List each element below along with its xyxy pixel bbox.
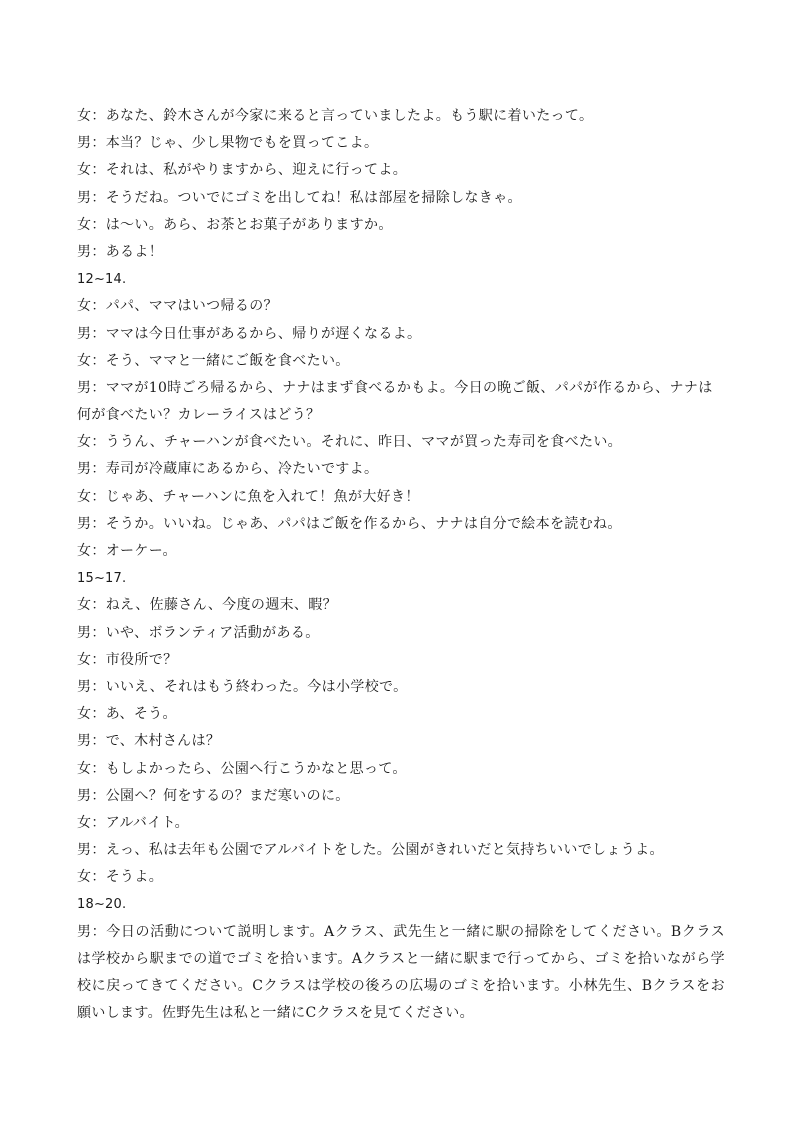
dialogue-line: 女：は～い。あら、お茶とお菓子がありますか。: [77, 216, 393, 233]
dialogue-line: 女：それは、私がやりますから、迎えに行ってよ。: [77, 162, 408, 179]
dialogue-line: 男：いや、ボランティア活動がある。: [77, 624, 320, 641]
dialogue-line: 女：パパ、ママはいつ帰るの？: [77, 298, 278, 315]
section-label: 15~17.: [77, 571, 127, 587]
dialogue-line: 男：本当？じゃ、少し果物でもを買ってこよ。: [77, 135, 379, 152]
section-label: 12~14.: [77, 272, 127, 288]
dialogue-line: 男：えっ、私は去年も公園でアルバイトをした。公園がきれいだと気持ちいいでしょうよ。: [77, 842, 664, 859]
transcript-body: [77, 103, 732, 1027]
dialogue-line: 女：アルバイト。: [77, 814, 189, 831]
dialogue-line: 男：いいえ、それはもう終わった。今は小学校で。: [77, 678, 408, 695]
dialogue-line: 男：で、木村さんは？: [77, 733, 221, 750]
dialogue-line: 男：寿司が冷蔵庫にあるから、冷たいですよ。: [77, 461, 379, 478]
dialogue-line: 女：そうよ。: [77, 869, 164, 886]
dialogue-line: 男：ママは今日仕事があるから、帰りが遅くなるよ。: [77, 325, 422, 342]
dialogue-line: 男：公園へ？何をするの？まだ寒いのに。: [77, 787, 350, 804]
dialogue-line: 女：あなた、鈴木さんが今家に来ると言っていましたよ。もう駅に着いたって。: [77, 108, 594, 124]
dialogue-line: 男：そうか。いいね。じゃあ、パパはご飯を作るから、ナナは自分で絵本を読むね。: [77, 515, 622, 532]
dialogue-line: 女：ううん、チャーハンが食べたい。それに、昨日、ママが買った寿司を食べたい。: [77, 434, 623, 451]
dialogue-line: 女：じゃあ、チャーハンに魚を入れて！魚が大好き！: [77, 488, 420, 505]
dialogue-line: 女：あ、そう。: [77, 706, 177, 723]
dialogue-line: 男：ママが10時ごろ帰るから、ナナはまず食べるかもよ。今日の晩ご飯、パパが作るから、ナナは: [77, 379, 713, 396]
dialogue-line: 女：そう、ママと一緒にご飯を食べたい。: [77, 352, 350, 369]
dialogue-line: 男：あるよ！: [77, 243, 164, 260]
dialogue-line: 女：市役所で？: [77, 651, 178, 668]
dialogue-line: 女：ねえ、佐藤さん、今度の週末、暇？: [77, 597, 337, 614]
dialogue-line: 女：オーケー。: [77, 543, 177, 559]
dialogue-line-continuation: 何が食べたい？カレーライスはどう？: [77, 407, 321, 424]
dialogue-line: 男：そうだね。ついでにゴミを出してね！私は部屋を掃除しなきゃ。: [77, 189, 522, 206]
announcement-paragraph: 男：今日の活動について説明します。Aクラス、武先生と一緒に駅の掃除をしてください。Bクラスは学校から駅までの道でゴミを拾います。Aクラスと一緒に駅まで行ってから、ゴミを拾いながら学校に戻ってきてください。Cクラスは学校の後ろの広場のゴミを拾います。小林先生、Bクラスをお願いします。佐野先生は私と一緒にCクラスを見てください。: [77, 923, 725, 1022]
section-label: 18~20.: [77, 897, 127, 913]
dialogue-line: 女：もしよかったら、公園へ行こうかなと思って。: [77, 760, 407, 777]
